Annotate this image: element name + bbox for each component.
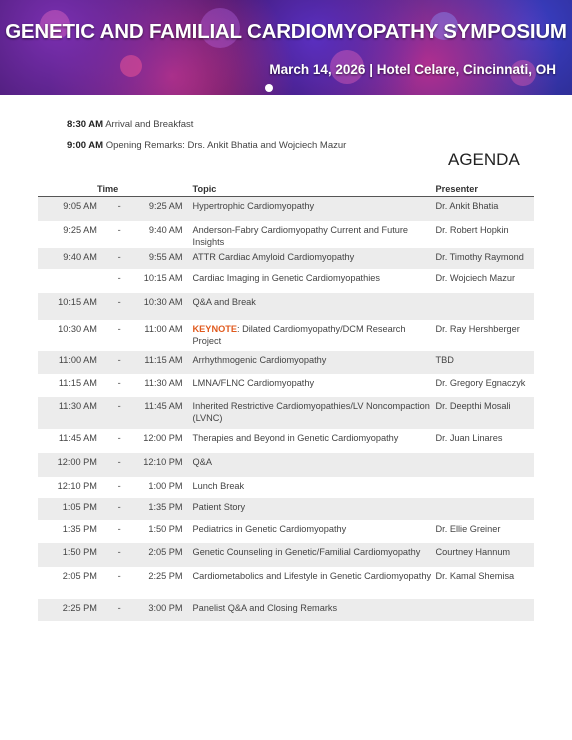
topic [193,320,436,351]
table-header-row [38,182,534,197]
topic-text: Arrhythmogenic Cardiomyopathy [192,354,327,365]
presenter: Dr. Kamal Shemisa [435,570,515,581]
topic [193,397,436,429]
table-row [38,567,534,599]
presenter: Dr. Ellie Greiner [435,523,501,534]
pre-item-arrival [67,119,193,130]
presenter: Dr. Ray Hershberger [435,323,520,334]
time-separator: - [117,523,121,534]
presenter [436,293,534,320]
end-time: 11:45 AM [131,397,192,429]
end-time: 1:50 PM [148,523,183,534]
table-row [38,293,534,320]
topic [193,197,436,221]
start-time: 1:05 PM [38,498,107,520]
table-row [38,269,534,293]
time-separator: - [107,397,131,429]
topic-text: Anderson-Fabry Cardiomyopathy Current and Future Insights [192,224,409,247]
presenter: Dr. Juan Linares [435,432,503,443]
table-row [38,453,534,477]
time-separator: - [117,480,121,491]
start-time: 9:05 AM [38,197,107,221]
end-time: 12:00 PM [143,432,183,443]
start-time [38,269,107,293]
end-time: 9:55 AM [131,248,192,269]
presenter [436,498,534,520]
presenter: Dr. Deepthi Mosali [436,397,534,429]
topic [193,567,436,599]
start-time: 10:15 AM [38,293,107,320]
table-row [38,429,534,453]
agenda-table [38,182,534,621]
topic [193,453,436,477]
end-time: 11:15 AM [131,351,192,374]
header-banner [0,0,572,95]
topic-text: Cardiometabolics and Lifestyle in Genetic Cardiomyopathy [192,570,432,581]
time-separator: - [107,248,131,269]
pre-item-time: 9:00 AM [67,140,104,151]
start-time: 11:45 AM [58,432,97,443]
time-separator: - [107,293,131,320]
header-topic: Topic [193,182,436,197]
table-row [38,320,534,351]
pre-item-text: Arrival and Breakfast [105,119,194,130]
pre-item-opening [67,140,346,151]
topic-text: Lunch Break [192,480,245,491]
time-separator: - [117,432,121,443]
topic-text: Panelist Q&A and Closing Remarks [192,602,338,613]
topic-text: Cardiac Imaging in Genetic Cardiomyopathies [192,272,380,283]
topic [193,374,436,397]
topic [193,269,436,293]
start-time: 10:30 AM [58,323,97,334]
agenda-rows [38,197,534,621]
topic-text: LMNA/FLNC Cardiomyopathy [192,377,315,388]
event-date-location: March 14, 2026 | Hotel Celare, Cincinnati, OH [269,62,556,77]
end-time: 11:00 AM [144,323,183,334]
topic-text: Inherited Restrictive Cardiomyopathies/LV Noncompaction (LVNC) [192,400,430,423]
start-time: 11:00 AM [38,351,107,374]
presenter [436,477,534,498]
topic-text: ATTR Cardiac Amyloid Cardiomyopathy [192,251,355,262]
table-row [38,397,534,429]
topic-text: Genetic Counseling in Genetic/Familial Cardiomyopathy [192,546,421,557]
topic [193,520,436,543]
time-separator: - [117,272,121,283]
bokeh-decoration [265,84,273,92]
topic-text: Patient Story [192,501,246,512]
agenda-heading: AGENDA [448,150,520,169]
presenter: Dr. Wojciech Mazur [435,272,516,283]
topic [193,498,436,520]
header-time: Time [38,182,193,197]
topic-text: Therapies and Beyond in Genetic Cardiomyopathy [192,432,399,443]
time-separator: - [107,599,131,621]
end-time: 10:30 AM [131,293,192,320]
time-separator: - [117,377,121,388]
time-separator: - [107,498,131,520]
start-time: 1:35 PM [62,523,97,534]
presenter [436,453,534,477]
time-separator: - [107,543,131,567]
end-time: 9:40 AM [148,224,183,235]
table-row [38,351,534,374]
topic-text: Q&A and Break [192,296,256,307]
pre-item-text: Opening Remarks: Drs. Ankit Bhatia and Wojciech Mazur [105,140,347,151]
topic-text: Pediatrics in Genetic Cardiomyopathy [192,523,347,534]
time-separator: - [117,570,121,581]
presenter [436,599,534,621]
table-row [38,599,534,621]
topic [193,293,436,320]
start-time: 2:25 PM [38,599,107,621]
start-time: 9:25 AM [63,224,97,235]
presenter: TBD [436,351,534,374]
end-time: 12:10 PM [131,453,192,477]
presenter: Dr. Timothy Raymond [436,248,534,269]
table-row [38,520,534,543]
topic-text: : Dilated Cardiomyopathy/DCM Research Project [192,323,406,346]
topic [193,477,436,498]
topic [193,429,436,453]
topic-text: Hypertrophic Cardiomyopathy [192,201,315,211]
topic-text: Q&A [192,456,212,467]
time-separator: - [107,453,131,477]
time-separator: - [117,323,121,334]
end-time: 10:15 AM [143,272,183,283]
topic [193,351,436,374]
keynote-label: KEYNOTE [192,323,237,334]
presenter: Courtney Hannum [436,543,534,567]
topic [193,248,436,269]
start-time: 11:30 AM [38,397,107,429]
end-time: 1:00 PM [148,480,183,491]
start-time: 12:10 PM [57,480,97,491]
presenter: Dr. Robert Hopkin [435,224,509,235]
table-row [38,197,534,221]
time-separator: - [117,224,121,235]
end-time: 3:00 PM [131,599,192,621]
table-row [38,248,534,269]
end-time: 2:25 PM [148,570,183,581]
table-row [38,374,534,397]
end-time: 11:30 AM [144,377,183,388]
end-time: 1:35 PM [131,498,192,520]
start-time: 1:50 PM [38,543,107,567]
time-separator: - [107,197,131,221]
table-row [38,477,534,498]
topic [193,599,436,621]
table-row [38,543,534,567]
header-presenter: Presenter [436,182,534,197]
pre-item-time: 8:30 AM [67,119,104,130]
end-time: 2:05 PM [131,543,192,567]
bokeh-decoration [120,55,142,77]
topic [193,221,436,248]
start-time: 2:05 PM [62,570,97,581]
start-time: 11:15 AM [58,377,97,388]
time-separator: - [107,351,131,374]
topic [193,543,436,567]
start-time: 9:40 AM [38,248,107,269]
table-row [38,498,534,520]
table-row [38,221,534,248]
start-time: 12:00 PM [38,453,107,477]
end-time: 9:25 AM [131,197,192,221]
presenter: Dr. Gregory Egnaczyk [435,377,526,388]
symposium-title: GENETIC AND FAMILIAL CARDIOMYOPATHY SYMPOSIUM [5,20,567,43]
presenter: Dr. Ankit Bhatia [436,197,534,221]
